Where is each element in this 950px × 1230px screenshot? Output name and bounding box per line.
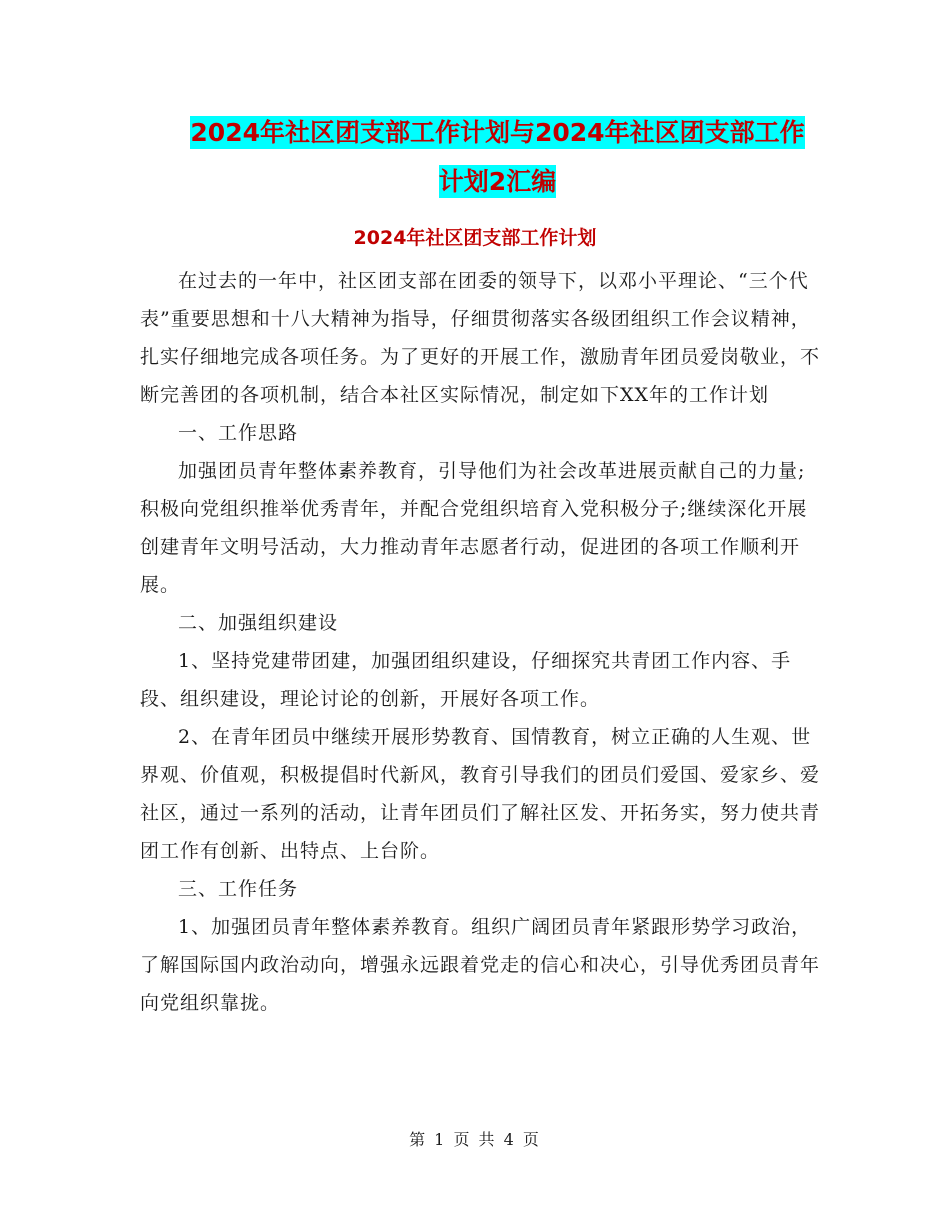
heading-tasks: 三、工作任务 [178,878,299,900]
paragraph-organization-1: 1、坚持党建带团建，加强团组织建设，仔细探究共青团工作内容、手段、组织建设，理论讨论的创新，开展好各项工作。 [140,650,792,710]
document-title [140,108,855,206]
paragraph-organization-2: 2、在青年团员中继续开展形势教育、国情教育，树立正确的人生观、世界观、价值观，积极提倡时代新风，教育引导我们的团员们爱国、爱家乡、爱社区，通过一系列的活动，让青年团员们了解社区发、开拓务实，努力使共青团工作有创新、出特点、上台阶。 [140,726,821,862]
heading-work-ideas: 一、工作思路 [178,422,299,444]
page-footer: 第 1 页 共 4 页 [409,1130,541,1149]
paragraph-work-ideas: 加强团员青年整体素养教育，引导他们为社会改革进展贡献自己的力量;积极向党组织推举优秀青年，并配合党组织培育入党积极分子;继续深化开展创建青年文明号活动，大力推动青年志愿者行动，促进团的各项工作顺利开展。 [140,460,808,596]
paragraph-tasks-1: 1、加强团员青年整体素养教育。组织广阔团员青年紧跟形势学习政治，了解国际国内政治动向，增强永远跟着党走的信心和决心，引导优秀团员青年向党组织靠拢。 [140,916,821,1014]
heading-organization: 二、加强组织建设 [178,612,339,634]
document-body [140,262,820,1022]
document-title-line-1: 2024年社区团支部工作计划与2024年社区团支部工作 [190,118,805,147]
document-title-line-2: 计划2汇编 [438,167,557,196]
paragraph-intro: 在过去的一年中，社区团支部在团委的领导下，以邓小平理论、“三个代表”重要思想和十八大精神为指导，仔细贯彻落实各级团组织工作会议精神，扎实仔细地完成各项任务。为了更好的开展工作，激励青年团员爱岗敬业，不断完善团的各项机制，结合本社区实际情况，制定如下XX年的工作计划 [140,270,821,406]
section-title: 2024年社区团支部工作计划 [353,227,597,249]
